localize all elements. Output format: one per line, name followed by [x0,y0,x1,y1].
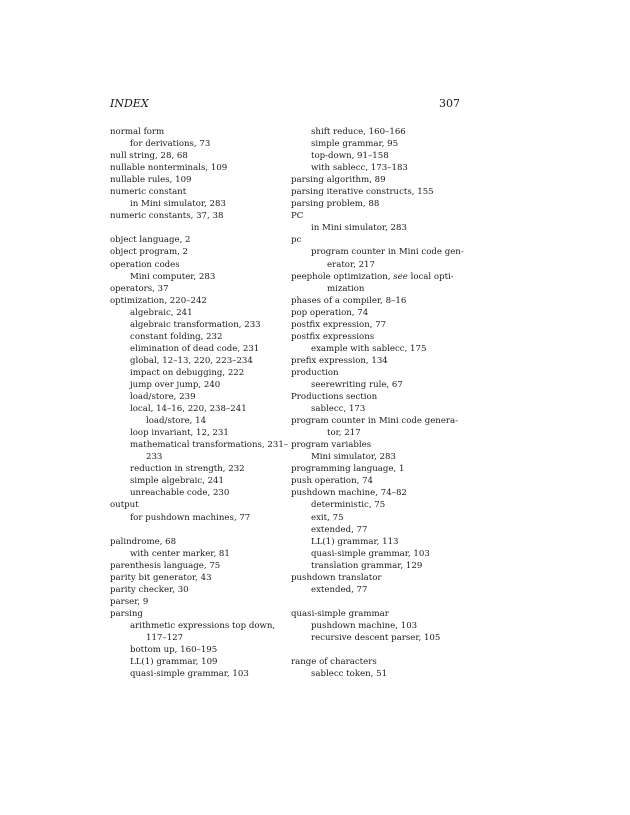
index-subentry [291,150,463,162]
index-subentry [110,620,280,632]
index-subentry [291,246,463,258]
index-entry [110,234,280,246]
index-subentry [110,271,280,283]
index-subentry [291,343,463,355]
index-entry-text: program counter in Mini code genera- [291,416,459,427]
index-entry [291,331,463,343]
index-entry [291,198,463,210]
index-entry-text: exit, 75 [311,512,344,523]
index-subentry [110,548,280,560]
index-entry [110,150,280,162]
index-entry-text: Mini simulator, 283 [311,452,396,463]
index-subentry [291,379,463,391]
index-entry-text: with sablecc, 173–183 [311,163,408,174]
index-subentry [110,512,280,524]
index-subentry [291,512,463,524]
index-entry-text: null string, 28, 68 [110,151,188,162]
index-entry [291,234,463,246]
index-entry [110,162,280,174]
index-entry [110,596,280,608]
index-entry [291,487,463,499]
index-entry-text: push operation, 74 [291,476,374,487]
index-entry-text: palindrome, 68 [110,536,177,547]
index-subentry [110,451,280,463]
index-subentry [291,403,463,415]
index-entry-text: prefix expression, 134 [291,355,388,366]
index-subentry [110,415,280,427]
index-entry-text: for pushdown machines, 77 [130,512,251,523]
index-subentry [291,499,463,511]
index-entry [110,584,280,596]
index-subentry [110,198,280,210]
index-entry-text: arithmetic expressions top down, [130,620,276,631]
index-gap [291,644,463,656]
index-entry-text: loop invariant, 12, 231 [130,428,229,439]
index-entry-text: normal form [110,127,165,137]
index-entry [291,295,463,307]
index-subentry [291,427,463,439]
index-entry [291,656,463,668]
index-entry [291,608,463,620]
index-entry-text: program variables [291,440,372,451]
index-subentry [291,632,463,644]
index-subentry [110,367,280,379]
page-header [110,97,460,113]
index-subentry [110,644,280,656]
index-entry-text: quasi-simple grammar [291,608,389,619]
index-entry-text: extended, 77 [311,524,368,535]
index-entry-text: operation codes [110,259,180,270]
index-entry [291,439,463,451]
index-subentry [291,536,463,548]
index-entry-text: LL(1) grammar, 113 [311,536,399,547]
index-entry-text: constant folding, 232 [130,331,223,342]
index-entry-text: phases of a compiler, 8–16 [291,295,407,306]
index-subentry [110,439,289,451]
index-entry [110,283,280,295]
index-entry-text: PC [291,211,304,222]
index-entry-text: nullable rules, 109 [110,175,192,186]
index-subentry [291,126,463,138]
index-entry-text: postfix expression, 77 [291,319,387,330]
index-subentry [110,463,280,475]
index-entry-text: translation grammar, 129 [311,560,423,571]
index-entry-text: elimination of dead code, 231 [130,343,260,354]
index-entry-text: top-down, 91–158 [311,151,389,162]
index-entry-text: operators, 37 [110,283,169,294]
index-subentry [110,307,280,319]
index-subentry [110,391,280,403]
index-entry-text: extended, 77 [311,584,368,595]
index-subentry [110,475,280,487]
index-entry-text: global, 12–13, 220, 223–234 [130,355,253,366]
index-entry-text: sablecc token, 51 [311,669,388,680]
index-entry [291,307,463,319]
index-entry-text: program counter in Mini code gen- [311,247,464,258]
index-entry-text: seerewriting rule, 67 [311,379,403,390]
index-entry [291,210,463,222]
index-entry-text: parsing [110,608,143,619]
index-entry-text: parity checker, 30 [110,584,189,595]
index-entry-text: object language, 2 [110,235,191,246]
index-subentry [110,427,280,439]
index-entry-text: algebraic transformation, 233 [130,319,261,330]
index-column-right [291,126,463,680]
index-subentry [291,620,463,632]
index-entry [110,246,280,258]
index-entry-text: optimization, 220–242 [110,295,207,306]
index-entry-text: Productions section [291,392,378,403]
index-entry-text: mathematical transformations, 231– [130,440,289,451]
index-entry [291,186,463,198]
index-see-reference: see [393,271,408,282]
index-entry-text: pushdown translator [291,572,382,583]
index-entry-text: unreachable code, 230 [130,488,230,499]
index-subentry [110,138,280,150]
index-entry-text: range of characters [291,657,377,668]
index-entry [110,174,280,186]
index-gap [291,596,463,608]
index-entry-text: tor, 217 [327,428,361,439]
index-subentry [291,668,463,680]
index-entry-text: pushdown machine, 74–82 [291,488,407,499]
index-subentry [291,451,463,463]
index-subentry [291,222,463,234]
index-entry [291,355,463,367]
index-entry-text: with center marker, 81 [130,548,230,559]
index-entry [110,126,280,138]
index-entry-text: parsing algorithm, 89 [291,175,386,186]
index-entry-text: object program, 2 [110,247,189,258]
index-entry-text: quasi-simple grammar, 103 [130,669,249,680]
index-entry-text: pc [291,235,302,246]
index-entry-text: in Mini simulator, 283 [130,199,226,210]
index-gap [110,524,280,536]
index-subentry [291,162,463,174]
index-entry [291,415,463,427]
index-subentry [110,343,280,355]
index-entry-text: shift reduce, 160–166 [311,127,406,137]
running-title: INDEX [110,97,149,110]
index-entry-text: parity bit generator, 43 [110,572,212,583]
index-entry-text: reduction in strength, 232 [130,464,245,475]
index-entry-text: numeric constant [110,187,187,198]
index-entry-text: simple algebraic, 241 [130,476,224,487]
index-entry [291,391,463,403]
index-subentry [110,331,280,343]
index-entry-text: parsing iterative constructs, 155 [291,187,434,198]
index-entry [110,499,280,511]
index-subentry [110,355,280,367]
index-subentry [110,403,280,415]
index-subentry [291,259,463,271]
index-entry [110,210,280,222]
index-entry-text: for derivations, 73 [130,139,211,150]
index-entry [291,319,463,331]
index-entry [110,608,280,620]
index-entry-text: algebraic, 241 [130,307,193,318]
index-subentry [291,584,463,596]
index-subentry [110,487,280,499]
index-entry-text: sablecc, 173 [311,404,366,415]
index-entry-text: 233 [146,452,163,463]
index-entry-text: postfix expressions [291,331,375,342]
index-entry-text: example with sablecc, 175 [311,343,427,354]
index-entry-text: 117–127 [146,632,184,643]
index-entry-text: output [110,500,139,511]
index-entry-text: load/store, 239 [130,392,196,403]
index-subentry [291,524,463,536]
index-entry-text-rest: local opti- [407,271,454,282]
index-subentry [291,138,463,150]
index-entry-text: in Mini simulator, 283 [311,223,407,234]
index-entry-text: impact on debugging, 222 [130,367,245,378]
index-entry-text: LL(1) grammar, 109 [130,657,218,668]
index-entry-text: quasi-simple grammar, 103 [311,548,430,559]
index-subentry [291,548,463,560]
index-entry [110,295,280,307]
index-entry-text: parser, 9 [110,596,149,607]
index-entry [291,463,463,475]
index-subentry [291,560,463,572]
index-entry [110,572,280,584]
index-subentry [110,319,280,331]
index-entry-text: mization [327,283,365,294]
index-entry-text: jump over jump, 240 [130,379,221,390]
index-entry [291,367,463,379]
index-entry-text: parenthesis language, 75 [110,560,221,571]
index-entry [291,572,463,584]
index-entry [291,271,463,283]
index-entry-text: bottom up, 160–195 [130,645,218,656]
index-entry [110,560,280,572]
index-entry-text: Mini computer, 283 [130,271,216,282]
index-subentry [110,668,280,680]
index-entry-text: programming language, 1 [291,464,405,475]
index-entry-text: erator, 217 [327,259,375,270]
index-entry-text: nullable nonterminals, 109 [110,163,228,174]
index-entry [110,536,280,548]
index-entry-text: peephole optimization, [291,271,394,282]
index-entry-text: deterministic, 75 [311,500,386,511]
index-entry-text: pop operation, 74 [291,307,369,318]
index-entry-text: simple grammar, 95 [311,139,399,150]
index-subentry [291,283,463,295]
index-subentry [110,632,280,644]
index-entry [291,475,463,487]
index-entry-text: parsing problem, 88 [291,199,380,210]
index-entry-text: load/store, 14 [146,416,207,427]
index-subentry [110,379,280,391]
index-gap [110,222,280,234]
index-entry-text: recursive descent parser, 105 [311,632,441,643]
index-entry-text: local, 14–16, 220, 238–241 [130,404,247,415]
index-entry-text: pushdown machine, 103 [311,620,418,631]
index-entry [291,174,463,186]
index-column-left [110,126,289,680]
index-entry [110,259,280,271]
index-entry-text: numeric constants, 37, 38 [110,211,224,222]
index-entry-text: production [291,367,339,378]
index-subentry [110,656,280,668]
index-entry [110,186,280,198]
page-number: 307 [439,97,460,110]
